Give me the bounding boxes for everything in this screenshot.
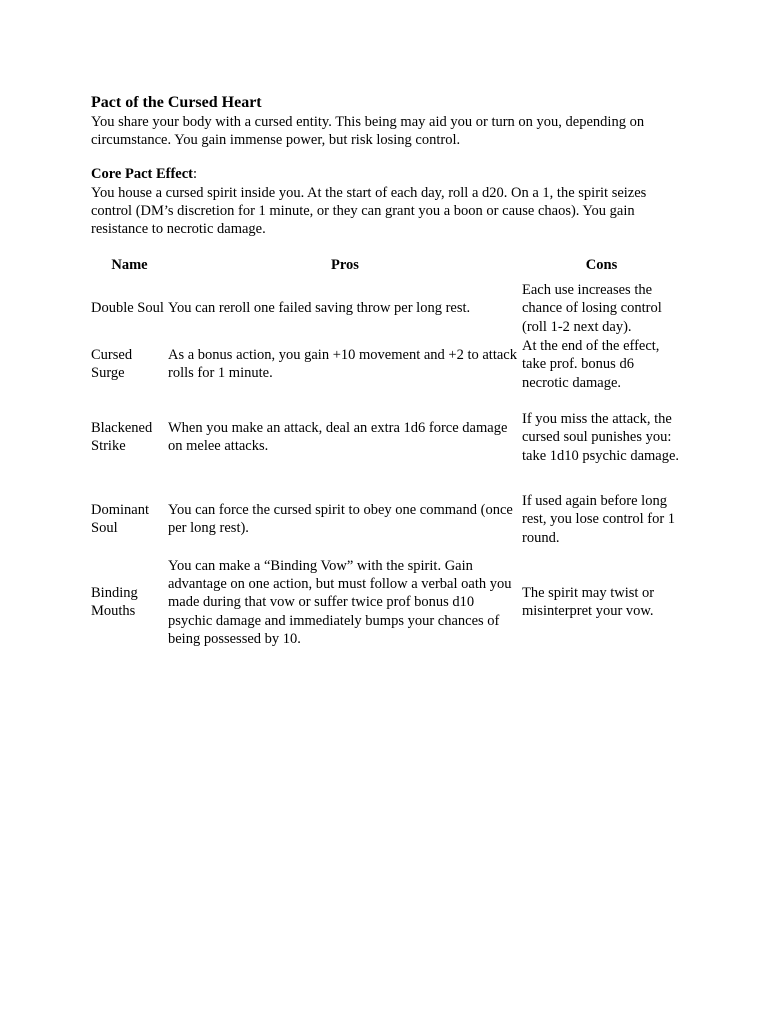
document-page bbox=[91, 92, 681, 648]
table-row bbox=[91, 280, 681, 336]
core-pact-colon: : bbox=[192, 166, 198, 183]
row-pros: When you make an attack, deal an extra 1d6 force damage on melee attacks. bbox=[168, 420, 508, 455]
row-cons: If you miss the attack, the cursed soul punishes you: take 1d10 psychic damage. bbox=[522, 411, 680, 464]
row-cons: Each use increases the chance of losing control (roll 1-2 next day). bbox=[522, 282, 662, 335]
row-cons: The spirit may twist or misinterpret your vow. bbox=[522, 585, 655, 620]
table-header-row bbox=[91, 256, 681, 280]
row-pros: You can make a “Binding Vow” with the spirit. Gain advantage on one action, but must follow a verbal oath you made during that vow or suffer twice prof bonus d10 psychic damage and immediately bumps your chances of being possessed by 10. bbox=[168, 557, 512, 647]
table-row bbox=[91, 392, 681, 482]
document-title: Pact of the Cursed Heart bbox=[91, 94, 262, 111]
table-row bbox=[91, 482, 681, 556]
core-pact-text: You house a cursed spirit inside you. At the start of each day, roll a d20. On a 1, the spirit seizes control (DM’s discretion for 1 minute, or they can grant you a boon or cause chaos). You gain resistance to necrotic damage. bbox=[91, 184, 647, 238]
core-pact-heading bbox=[91, 165, 681, 183]
row-name: Binding Mouths bbox=[91, 585, 138, 620]
header-name: Name bbox=[111, 257, 148, 274]
header-pros: Pros bbox=[331, 257, 359, 274]
row-pros: You can force the cursed spirit to obey one command (once per long rest). bbox=[168, 502, 513, 537]
row-name: Double Soul bbox=[91, 300, 164, 317]
row-pros: You can reroll one failed saving throw per long rest. bbox=[168, 300, 471, 317]
table-row bbox=[91, 336, 681, 392]
intro-paragraph: You share your body with a cursed entity. This being may aid you or turn on you, depending on circumstance. You gain immense power, but risk losing control. bbox=[91, 114, 645, 149]
row-name: Blackened Strike bbox=[91, 420, 153, 455]
row-cons: At the end of the effect, take prof. bonus d6 necrotic damage. bbox=[522, 338, 660, 391]
core-pact-label: Core Pact Effect bbox=[91, 166, 193, 183]
features-table bbox=[91, 256, 681, 648]
row-cons: If used again before long rest, you lose control for 1 round. bbox=[522, 493, 676, 546]
row-pros: As a bonus action, you gain +10 movement and +2 to attack rolls for 1 minute. bbox=[168, 347, 517, 382]
row-name: Dominant Soul bbox=[91, 502, 149, 537]
row-name: Cursed Surge bbox=[91, 347, 133, 382]
table-row bbox=[91, 556, 681, 648]
header-cons: Cons bbox=[585, 257, 618, 274]
